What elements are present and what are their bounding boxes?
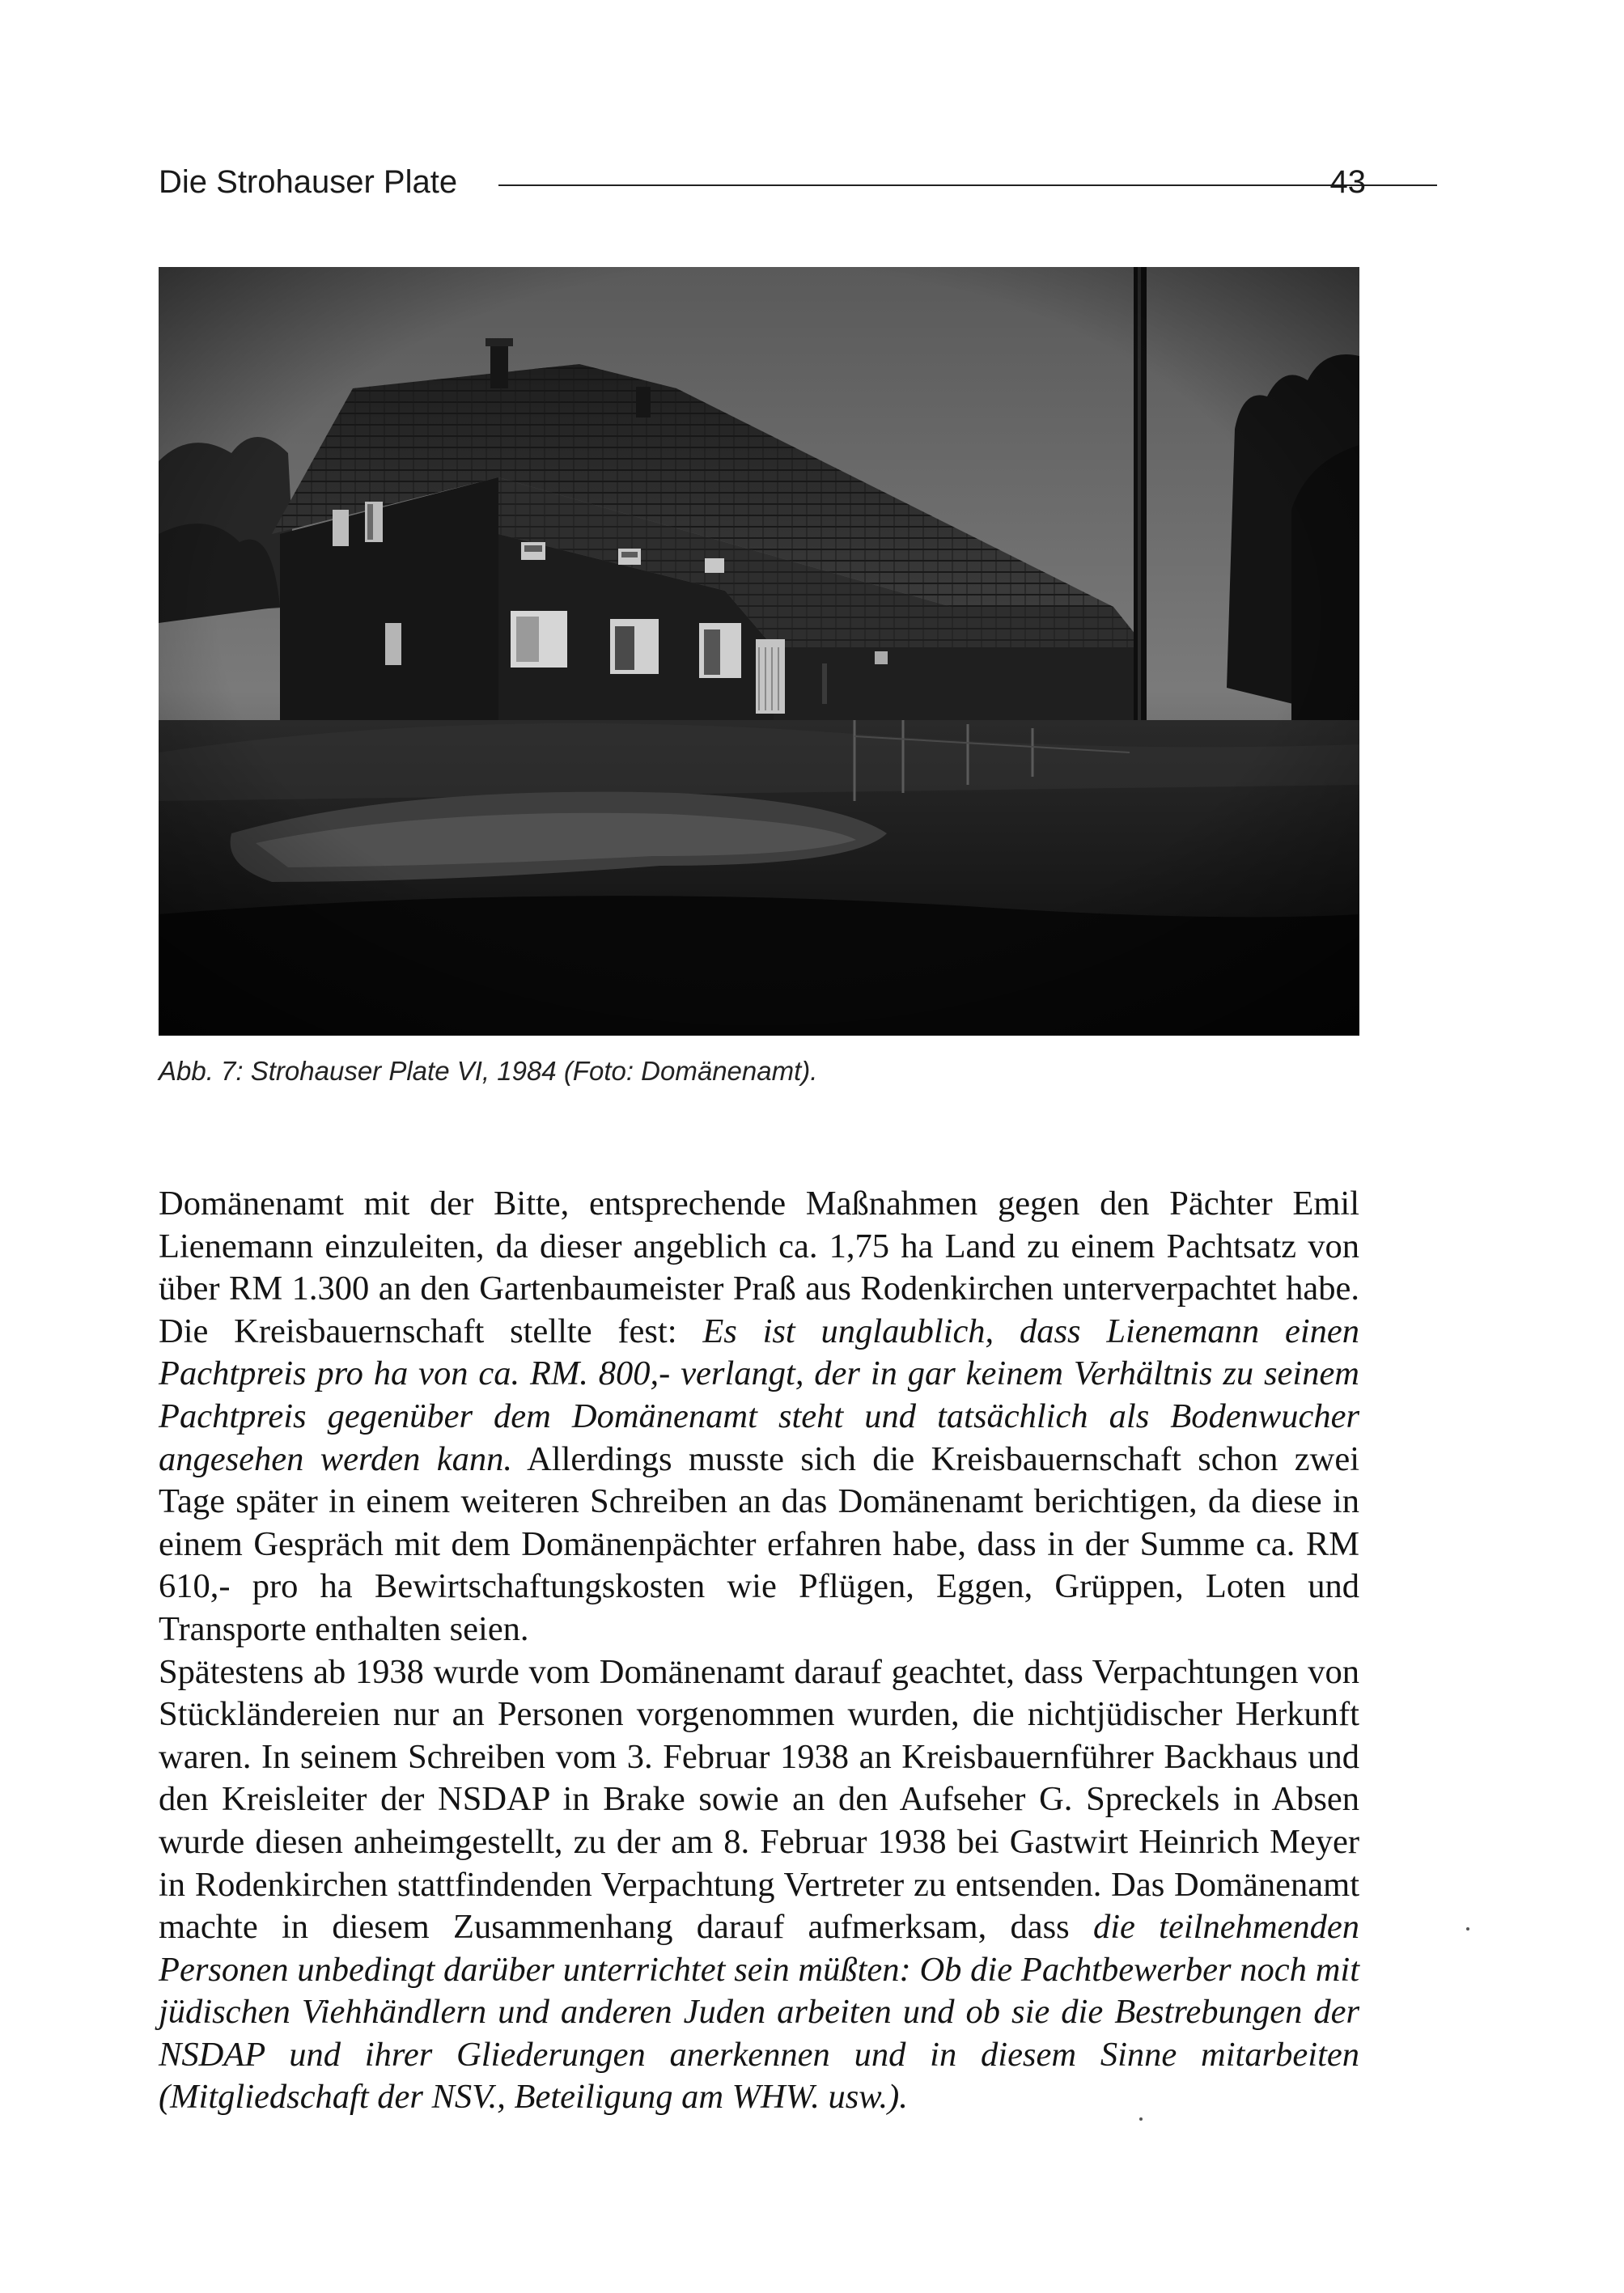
paragraph-1-text-a: Domänenamt mit der Bitte, entsprechende Maßnahmen gegen den Pächter Emil Lienemann einzuleiten, da dieser angeblich ca. 1,75 ha Land zu einem Pachtsatz von über RM 1.300 an den Gartenbaumeister Praß aus Rodenkirchen unterverpachtet habe. Die Kreisbauernschaft stellte fest: bbox=[159, 1185, 1359, 1350]
scan-speck bbox=[1466, 1927, 1469, 1931]
paragraph-1-quote: Es ist unglaublich, dass Lienemann einen Pachtpreis pro ha von ca. RM. 800,- verlangt, der in gar keinem Verhältnis zu seinem Pachtpreis gegenüber dem Domänenamt steht und tatsächlich als Bodenwucher angesehen werden kann. bbox=[159, 1312, 1359, 1478]
running-head bbox=[159, 162, 1366, 210]
header-rule bbox=[498, 184, 1437, 186]
body-text bbox=[159, 1183, 1359, 2119]
paragraph-2-text: Spätestens ab 1938 wurde vom Domänenamt darauf geachtet, dass Verpachtungen von Stückländereien nur an Personen vorgenommen wurden, die nichtjüdischer Herkunft waren. In seinem Schreiben vom 3. Februar 1938 an Kreisbauernführer Backhaus und den Kreisleiter der NSDAP in Brake sowie an den Aufseher G. Spreckels in Absen wurde diesen anheimgestellt, zu der am 8. Februar 1938 bei Gastwirt Heinrich Meyer in Rodenkirchen stattfindenden Verpachtung Vertreter zu entsenden. Das Domänenamt machte in diesem Zusammenhang darauf aufmerksam, dass bbox=[159, 1652, 1359, 1947]
farmhouse-photo bbox=[159, 267, 1359, 1036]
scan-speck bbox=[1139, 2117, 1143, 2121]
paragraph-2 bbox=[159, 1651, 1359, 2120]
page-number: 43 bbox=[1329, 164, 1366, 200]
figure-caption: Abb. 7: Strohauser Plate VI, 1984 (Foto: Domänenamt). bbox=[159, 1056, 818, 1086]
running-title: Die Strohauser Plate bbox=[159, 164, 458, 200]
paragraph-2-quote: die teilnehmenden Personen unbedingt darüber unterrichtet sein müßten: Ob die Pachtbewerber noch mit jüdischen Viehhändlern und anderen Juden arbeiten und ob sie die Bestrebungen der NSDAP und ihrer Gliederungen anerkennen und in diesem Sinne mitarbeiten (Mitgliedschaft der NSV., Beteiligung am WHW. usw.). bbox=[159, 1908, 1359, 2117]
paragraph-1 bbox=[159, 1183, 1359, 1651]
paragraph-1-text-b: Allerdings musste sich die Kreisbauernschaft schon zwei Tage später in einem weiteren Schreiben an das Domänenamt berichtigen, da diese in einem Gespräch mit dem Domänenpächter erfahren habe, dass in der Summe ca. RM 610,- pro ha Bewirtschaftungskosten wie Pflügen, Eggen, Grüppen, Loten und Transporte enthalten seien. bbox=[159, 1439, 1359, 1648]
farmhouse-photo-illustration bbox=[159, 267, 1359, 1036]
